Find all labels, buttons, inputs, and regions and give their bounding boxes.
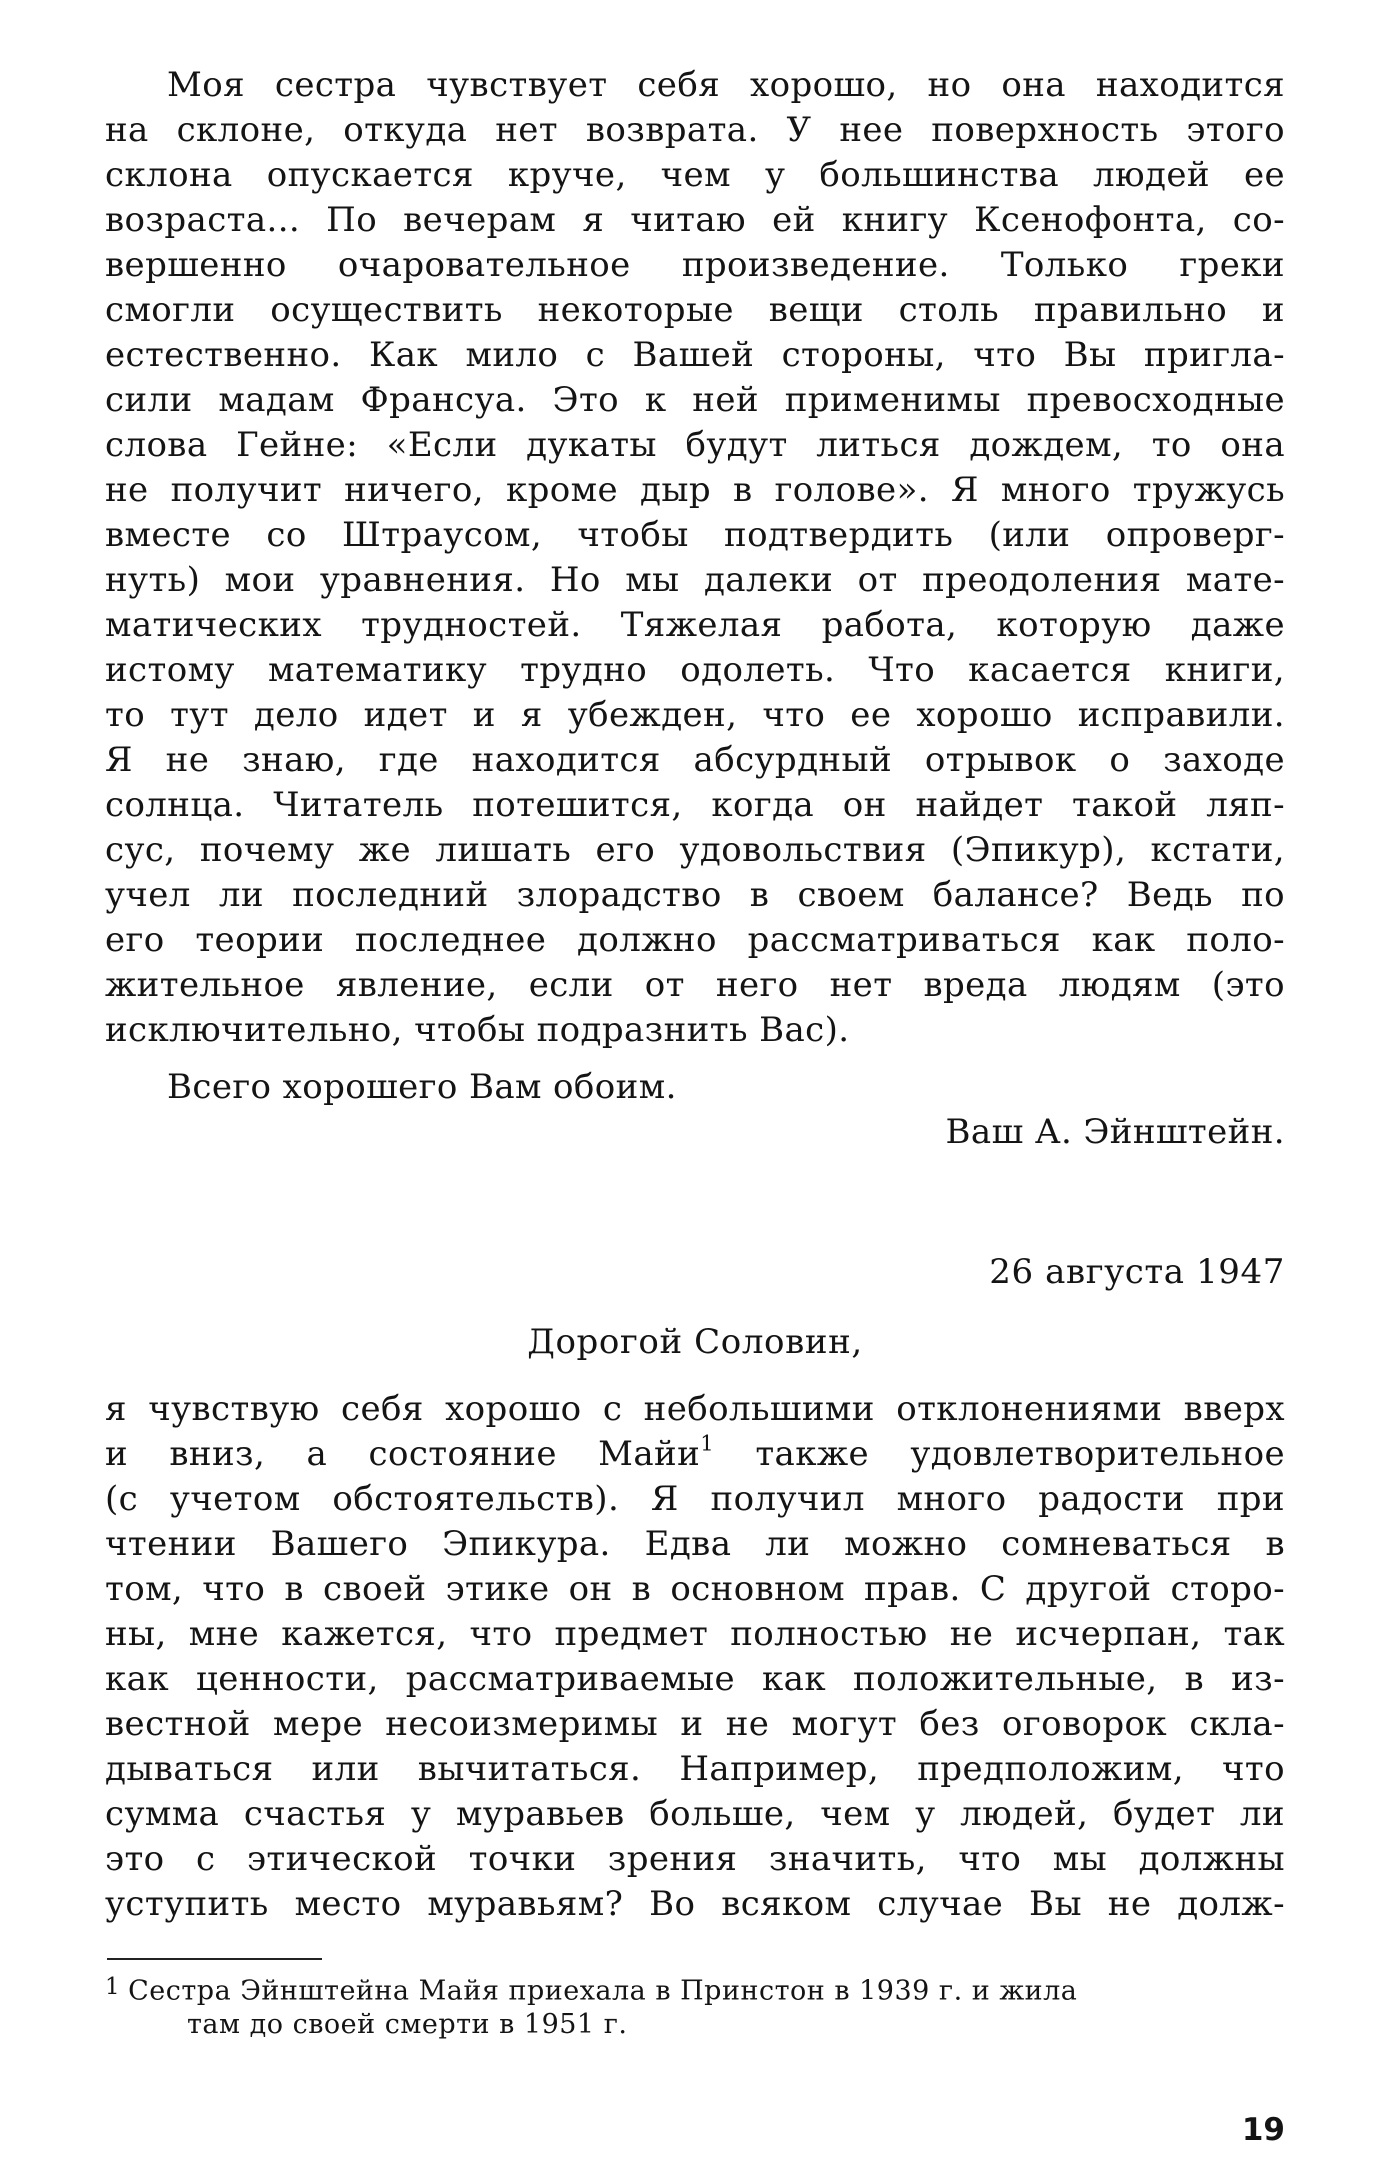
letter-2-line: чтении Вашего Эпикура. Едва ли можно сомневаться в: [105, 1524, 1285, 1564]
letter-2-body: [105, 1387, 1285, 1927]
letter-1-line: возраста... По вечерам я читаю ей книгу Ксенофонта, со-: [105, 200, 1285, 240]
letter-1-line: то тут дело идет и я убежден, что ее хорошо исправили.: [105, 695, 1285, 735]
letter-1-line: жительное явление, если от него нет вреда людям (это: [105, 965, 1285, 1005]
footnote-line: там до своей смерти в 1951 г.: [187, 2009, 628, 2040]
letter-2-line: ны, мне кажется, что предмет полностью не исчерпан, так: [105, 1614, 1285, 1654]
letter-1-body: [105, 63, 1285, 1155]
letter-1-line: сили мадам Франсуа. Это к ней применимы превосходные: [105, 380, 1285, 420]
letter-1-line: склона опускается круче, чем у большинства людей ее: [105, 155, 1285, 195]
letter-1-line: смогли осуществить некоторые вещи столь правильно и: [105, 290, 1285, 330]
letter-1-line: истому математику трудно одолеть. Что касается книги,: [105, 650, 1285, 690]
letter-1-line: солнца. Читатель потешится, когда он найдет такой ляп-: [105, 785, 1285, 825]
letter-2-text: и вниз, а состояние Майи: [105, 1434, 701, 1474]
letter-1-line: вместе со Штраусом, чтобы подтвердить (или опроверг-: [105, 515, 1285, 555]
footnote-marker: 1: [105, 1974, 121, 2000]
letter-1-line: на склоне, откуда нет возврата. У нее поверхность этого: [105, 110, 1285, 150]
letter-2-text: также удовлетворительное: [714, 1434, 1285, 1474]
letter-2-line: как ценности, рассматриваемые как положительные, в из-: [105, 1659, 1285, 1699]
letter-2-line: это с этической точки зрения значить, что мы должны: [105, 1839, 1285, 1879]
letter-1-line: слова Гейне: «Если дукаты будут литься дождем, то она: [105, 425, 1285, 465]
letter-1-signature: Ваш А. Эйнштейн.: [945, 1112, 1285, 1152]
letter-1-closing: Всего хорошего Вам обоим.: [167, 1067, 677, 1107]
letter-2-line: сумма счастья у муравьев больше, чем у людей, будет ли: [105, 1794, 1285, 1834]
page-number: 19: [1241, 2112, 1285, 2148]
letter-2-date: 26 августа 1947: [989, 1252, 1285, 1292]
footnote-text: Сестра Эйнштейна Майя приехала в Принстон в 1939 г. и жила: [128, 1975, 1078, 2007]
letter-2-line: том, что в своей этике он в основном прав. С другой сторо-: [105, 1569, 1285, 1609]
letter-2-line-with-footnote-ref: [105, 1432, 1285, 1477]
footnote-line: [105, 1968, 1285, 2006]
letter-1-line: его теории последнее должно рассматриваться как поло-: [105, 920, 1285, 960]
letter-2-line: я чувствую себя хорошо с небольшими отклонениями вверх: [105, 1389, 1285, 1429]
footnote-reference: 1: [700, 1430, 714, 1456]
letter-1-line: естественно. Как мило с Вашей стороны, что Вы пригла-: [105, 335, 1285, 375]
letter-2-line: дываться или вычитаться. Например, предположим, что: [105, 1749, 1285, 1789]
footnote: [105, 1968, 1285, 2044]
letter-2-line: уступить место муравьям? Во всяком случае Вы не долж-: [105, 1884, 1285, 1924]
letter-1-line: исключительно, чтобы подразнить Вас).: [105, 1010, 850, 1050]
paragraph-gap: [105, 1053, 1285, 1065]
letter-1-line: Моя сестра чувствует себя хорошо, но она находится: [167, 65, 1285, 105]
letter-2-line: (с учетом обстоятельств). Я получил много радости при: [105, 1479, 1285, 1519]
footnote-separator: [107, 1958, 322, 1960]
letter-1-line: Я не знаю, где находится абсурдный отрывок о заходе: [105, 740, 1285, 780]
letter-1-line: нуть) мои уравнения. Но мы далеки от преодоления мате-: [105, 560, 1285, 600]
letter-2-line: вестной мере несоизмеримы и не могут без оговорок скла-: [105, 1704, 1285, 1744]
letter-1-line: учел ли последний злорадство в своем балансе? Ведь по: [105, 875, 1285, 915]
letter-1-line: сус, почему же лишать его удовольствия (Эпикур), кстати,: [105, 830, 1285, 870]
letter-1-line: матических трудностей. Тяжелая работа, которую даже: [105, 605, 1285, 645]
letter-2-salutation: Дорогой Соловин,: [527, 1322, 863, 1362]
letter-1-line: вершенно очаровательное произведение. Только греки: [105, 245, 1285, 285]
letter-1-line: не получит ничего, кроме дыр в голове». Я много тружусь: [105, 470, 1285, 510]
